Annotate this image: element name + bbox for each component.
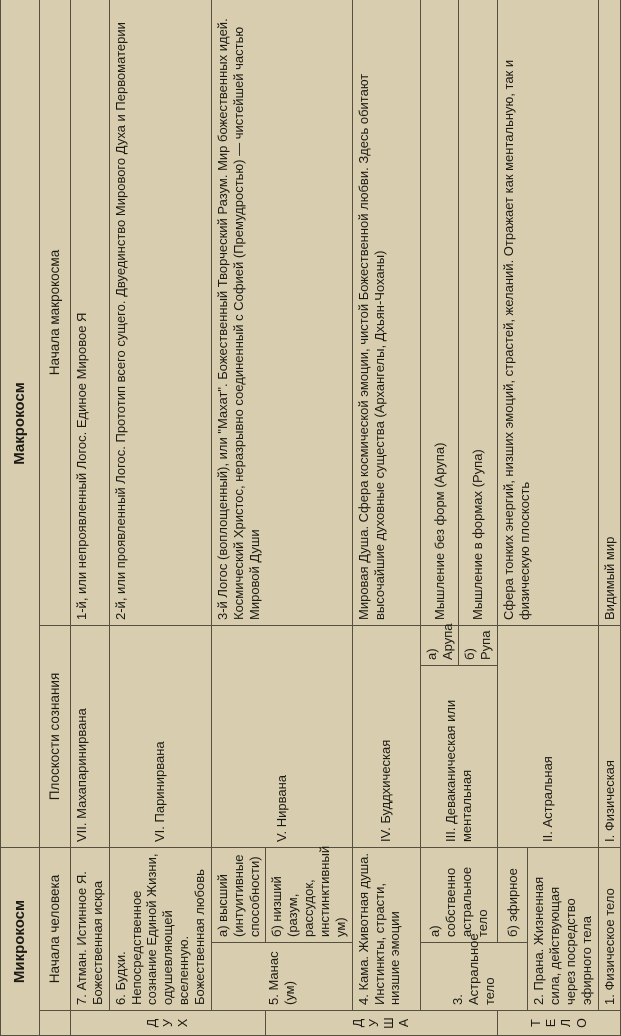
atman-cell: 7. Атман. Истинное Я. Божественная искра [71,848,110,1011]
kama-cell: 4. Кама. Животная душа. Инстинкты, страсти, низшие эмоции [352,848,420,1011]
microcosm-header: Микрокосм [1,848,40,1036]
plane-parinirvana: VI. Паринирвана [109,626,211,848]
buddhi-cell: 6. Будхи. Непосредственное сознание Единой Жизни, одушевляющей вселенную. Божественная любовь [109,848,211,1011]
macro-astral-sphere: Сфера тонких энергий, низших эмоций, страстей, желаний. Отражает как ментальную, так и физическую плоскость [498,0,598,626]
manas-higher-cell: а) высший (интуитивные способности) [211,848,266,943]
plane-buddhic: IV. Буддхическая [352,626,420,848]
body-label: Т Е Л О [498,1011,621,1036]
macro-visible-world: Видимый мир [598,0,621,626]
human-principles-header: Начала человека [40,848,71,1011]
astral-body-cell: 3. Астральное тело [420,943,527,1011]
soul-label: Д У Ш А [266,1011,498,1036]
plane-rupa: б) Рупа [459,626,498,666]
physical-body-cell: 1. Физическое тело [598,848,621,1011]
etheric-cell: б) эфирное [498,848,528,943]
plane-arupa: а) Арупа [420,626,459,666]
macro-world-soul: Мировая Душа. Сфера космической эмоции, чистой Божественной любви. Здесь обитают высочайшие духовные существа (Архангелы, Дхьян-Чоханы) [352,0,420,626]
macrocosm-header: Макрокосм [1,0,40,848]
plane-mahaparinirvana: VII. Махапаринирвана [71,626,110,848]
macro-logos1: 1-й, или непроявленный Логос. Единое Мировое Я [71,0,110,626]
macro-formless-thinking: Мышление без форм (Арупа) [420,0,459,626]
plane-nirvana: V. Нирвана [211,626,352,848]
manas-cell: 5. Манас (ум) [211,943,352,1011]
prana-cell: 2. Прана. Жизненная сила, действующая через посредство эфирного тела [528,848,598,1011]
macro-logos2: 2-й, или проявленный Логос. Прототип всего сущего. Двуединство Мирового Духа и Первоматерии [109,0,211,626]
plane-physical: I. Физическая [598,626,621,848]
plane-astral: II. Астральная [498,626,598,848]
plane-devachanic: III. Деваканическая или ментальная [420,666,497,848]
macro-form-thinking: Мышление в формах (Рупа) [459,0,498,626]
blank-header-cell [40,1011,71,1036]
macro-logos3: 3-й Логос (воплощенный), или "Махат". Божественный Творческий Разум. Мир божественных идей. Космический Христос, неразрывно соединенный с Софией (Премудростью) — чистейшей частью Мировой Души [211,0,352,626]
spirit-label: Д У Х [71,1011,266,1036]
planes-header: Плоскости сознания [40,626,71,848]
macro-principles-header: Начала макрокосма [40,0,71,626]
astral-own-cell: а) собственно астральное тело [420,848,497,943]
manas-lower-cell: б) низший (разум, рассудок, инстинктивный ум) [266,848,352,943]
